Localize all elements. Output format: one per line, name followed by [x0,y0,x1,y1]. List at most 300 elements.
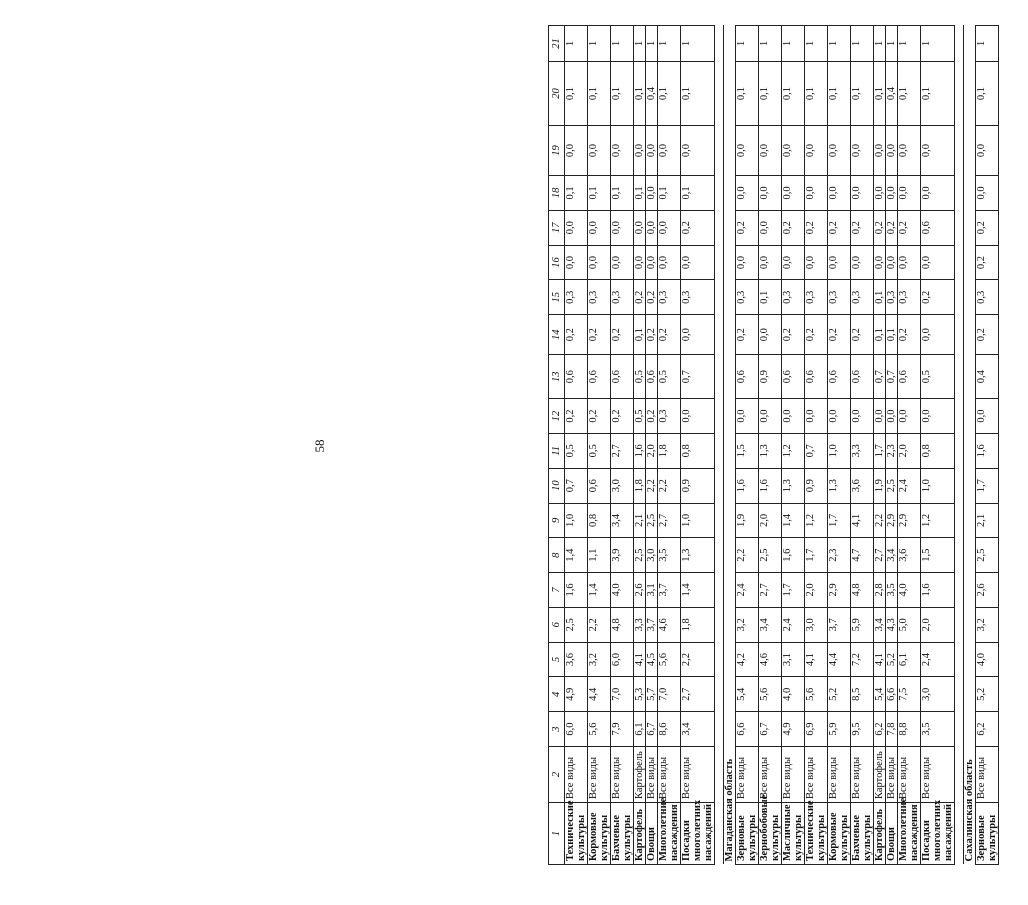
value-cell: 5,2 [886,642,898,677]
table-row [805,26,828,865]
value-cell: 0,2 [611,315,634,355]
value-cell: 6,1 [898,642,921,677]
table-header-row [549,26,565,865]
value-cell: 1,8 [658,433,681,468]
value-cell: 0,0 [886,399,898,434]
value-cell: 0,0 [759,210,782,245]
value-cell: 2,5 [565,607,588,642]
value-cell: 0,3 [681,280,715,315]
value-cell: 2,7 [658,503,681,538]
value-cell: 6,0 [611,642,634,677]
value-cell: 0,0 [681,399,715,434]
value-cell: 1,7 [874,433,886,468]
value-cell: 0,0 [851,399,874,434]
value-cell: 0,6 [921,210,955,245]
value-cell: 0,2 [658,315,681,355]
value-cell: 2,6 [634,573,646,608]
value-cell: 1 [565,26,588,62]
value-cell: 0,1 [759,62,782,126]
value-cell: 1,3 [681,538,715,573]
value-cell: 1 [886,26,898,62]
column-header-10: 10 [549,468,565,503]
value-cell: 1,6 [736,468,759,503]
value-cell: 0,1 [565,176,588,211]
value-cell: 6,0 [565,712,588,747]
crop-group-cell: Посадки многолетних насаждений [921,803,955,865]
value-cell: 0,1 [805,62,828,126]
table-row [759,26,782,865]
value-cell: 0,0 [565,126,588,176]
crop-type-cell: Все виды [898,747,921,803]
value-cell: 0,0 [874,399,886,434]
value-cell: 4,6 [658,607,681,642]
value-cell: 4,0 [898,573,921,608]
value-cell: 3,6 [851,468,874,503]
value-cell: 4,6 [759,642,782,677]
value-cell: 0,8 [921,433,955,468]
value-cell: 0,0 [611,210,634,245]
value-cell: 0,0 [921,315,955,355]
value-cell: 0,0 [874,176,886,211]
value-cell: 0,0 [886,245,898,280]
value-cell: 1,0 [681,503,715,538]
value-cell: 0,2 [736,315,759,355]
value-cell: 3,5 [658,538,681,573]
value-cell: 0,0 [588,245,611,280]
value-cell: 4,1 [874,642,886,677]
value-cell: 4,4 [588,677,611,712]
rotated-table-container [548,25,1028,865]
value-cell: 5,7 [646,677,658,712]
value-cell: 1,4 [565,538,588,573]
column-header-20: 20 [549,62,565,126]
value-cell: 2,9 [886,503,898,538]
value-cell: 0,3 [658,399,681,434]
region-spacer [955,26,964,865]
table-row [921,26,955,865]
value-cell: 0,0 [736,126,759,176]
value-cell: 0,2 [976,245,999,280]
value-cell: 0,1 [886,315,898,355]
value-cell: 4,1 [851,503,874,538]
crop-group-cell: Зерновые культуры [736,803,759,865]
value-cell: 0,2 [588,315,611,355]
value-cell: 1 [658,26,681,62]
column-header-12: 12 [549,399,565,434]
value-cell: 0,2 [828,210,851,245]
value-cell: 0,9 [759,355,782,399]
value-cell: 2,3 [828,538,851,573]
value-cell: 2,9 [898,503,921,538]
value-cell: 0,1 [898,62,921,126]
value-cell: 4,8 [611,607,634,642]
value-cell: 0,0 [611,126,634,176]
value-cell: 8,8 [898,712,921,747]
value-cell: 8,6 [658,712,681,747]
value-cell: 0,0 [634,126,646,176]
spacer-cell [715,26,724,865]
value-cell: 0,2 [736,210,759,245]
value-cell: 0,6 [828,355,851,399]
value-cell: 3,6 [565,642,588,677]
value-cell: 2,4 [898,468,921,503]
value-cell: 0,2 [782,210,805,245]
region-name: Сахалинская область [964,26,976,865]
spacer-cell [955,26,964,865]
table-row [658,26,681,865]
value-cell: 0,1 [874,315,886,355]
value-cell: 0,0 [646,126,658,176]
crop-type-cell: Картофель [634,747,646,803]
value-cell: 4,7 [851,538,874,573]
value-cell: 6,7 [759,712,782,747]
value-cell: 0,2 [851,315,874,355]
value-cell: 1,2 [805,503,828,538]
crop-group-cell: Зернобобовые культуры [759,803,782,865]
value-cell: 1 [782,26,805,62]
value-cell: 5,6 [588,712,611,747]
value-cell: 0,0 [681,126,715,176]
value-cell: 2,0 [646,433,658,468]
table-row [736,26,759,865]
value-cell: 3,6 [898,538,921,573]
crop-group-cell: Картофель [874,803,886,865]
value-cell: 0,3 [805,280,828,315]
table-row [851,26,874,865]
value-cell: 0,0 [851,176,874,211]
crop-type-cell: Все виды [646,747,658,803]
crop-type-cell: Все виды [828,747,851,803]
value-cell: 2,4 [921,642,955,677]
value-cell: 0,0 [805,126,828,176]
crop-group-cell: Картофель [634,803,646,865]
value-cell: 2,2 [658,468,681,503]
value-cell: 0,6 [782,355,805,399]
value-cell: 3,1 [646,573,658,608]
value-cell: 3,0 [646,538,658,573]
value-cell: 2,5 [976,538,999,573]
value-cell: 3,4 [611,503,634,538]
value-cell: 1,0 [828,433,851,468]
value-cell: 2,0 [921,607,955,642]
value-cell: 0,0 [782,176,805,211]
value-cell: 2,7 [681,677,715,712]
value-cell: 0,4 [886,62,898,126]
table-body [565,26,999,865]
value-cell: 2,2 [874,503,886,538]
value-cell: 1 [805,26,828,62]
value-cell: 1,6 [565,573,588,608]
crop-group-cell: Зерновые культуры [976,803,999,865]
value-cell: 0,0 [886,126,898,176]
value-cell: 2,3 [886,433,898,468]
value-cell: 3,4 [681,712,715,747]
value-cell: 0,1 [828,62,851,126]
value-cell: 0,3 [782,280,805,315]
value-cell: 0,0 [874,126,886,176]
value-cell: 6,2 [874,712,886,747]
crop-group-cell: Многолетние насаждения [658,803,681,865]
value-cell: 2,0 [759,503,782,538]
value-cell: 0,7 [886,355,898,399]
value-cell: 0,2 [565,399,588,434]
crop-type-cell: Все виды [588,747,611,803]
value-cell: 6,9 [805,712,828,747]
value-cell: 0,2 [646,399,658,434]
value-cell: 0,6 [646,355,658,399]
value-cell: 0,2 [634,280,646,315]
value-cell: 3,0 [921,677,955,712]
crop-type-cell: Все виды [658,747,681,803]
column-header-2: 2 [549,747,565,803]
value-cell: 1,3 [782,468,805,503]
value-cell: 0,0 [759,399,782,434]
value-cell: 0,5 [588,433,611,468]
crop-type-cell: Все виды [782,747,805,803]
value-cell: 0,0 [976,399,999,434]
value-cell: 0,6 [851,355,874,399]
column-header-1: 1 [549,803,565,865]
value-cell: 0,0 [565,245,588,280]
column-header-5: 5 [549,642,565,677]
value-cell: 0,0 [886,176,898,211]
value-cell: 0,0 [805,245,828,280]
value-cell: 4,4 [828,642,851,677]
value-cell: 5,3 [634,677,646,712]
value-cell: 0,1 [588,176,611,211]
value-cell: 0,0 [658,126,681,176]
value-cell: 0,1 [681,62,715,126]
value-cell: 0,0 [588,210,611,245]
value-cell: 0,8 [681,433,715,468]
crop-type-cell: Все виды [851,747,874,803]
region-header-row [964,26,976,865]
value-cell: 7,2 [851,642,874,677]
value-cell: 0,0 [851,245,874,280]
value-cell: 7,0 [611,677,634,712]
value-cell: 2,2 [588,607,611,642]
value-cell: 5,0 [898,607,921,642]
value-cell: 3,2 [588,642,611,677]
value-cell: 1 [898,26,921,62]
table-row [681,26,715,865]
column-header-15: 15 [549,280,565,315]
value-cell: 9,5 [851,712,874,747]
value-cell: 5,2 [828,677,851,712]
value-cell: 0,7 [874,355,886,399]
value-cell: 2,8 [874,573,886,608]
column-header-4: 4 [549,677,565,712]
value-cell: 1,1 [588,538,611,573]
value-cell: 0,0 [898,399,921,434]
value-cell: 1,6 [976,433,999,468]
crop-group-cell: Технические культуры [805,803,828,865]
value-cell: 0,6 [736,355,759,399]
value-cell: 4,9 [782,712,805,747]
crop-type-cell: Все виды [805,747,828,803]
value-cell: 1,6 [634,433,646,468]
value-cell: 4,3 [886,607,898,642]
value-cell: 1,2 [782,433,805,468]
value-cell: 0,0 [874,245,886,280]
value-cell: 1,0 [921,468,955,503]
value-cell: 1,5 [921,538,955,573]
value-cell: 0,8 [588,503,611,538]
value-cell: 2,7 [759,573,782,608]
value-cell: 0,3 [611,280,634,315]
value-cell: 1,6 [782,538,805,573]
crop-type-cell: Все виды [611,747,634,803]
column-header-19: 19 [549,126,565,176]
value-cell: 0,1 [565,62,588,126]
value-cell: 8,5 [851,677,874,712]
value-cell: 1 [874,26,886,62]
value-cell: 0,2 [874,210,886,245]
value-cell: 0,6 [588,468,611,503]
value-cell: 0,0 [634,210,646,245]
value-cell: 4,1 [805,642,828,677]
value-cell: 0,2 [828,315,851,355]
value-cell: 0,0 [921,126,955,176]
crop-type-cell: Все виды [681,747,715,803]
value-cell: 0,7 [805,433,828,468]
value-cell: 0,0 [828,176,851,211]
value-cell: 1,7 [828,503,851,538]
value-cell: 0,3 [588,280,611,315]
value-cell: 1 [976,26,999,62]
value-cell: 1 [588,26,611,62]
crop-group-cell: Кормовые культуры [828,803,851,865]
value-cell: 1,3 [828,468,851,503]
value-cell: 0,2 [921,280,955,315]
table-row [611,26,634,865]
value-cell: 0,2 [681,210,715,245]
value-cell: 0,0 [759,176,782,211]
value-cell: 1,7 [976,468,999,503]
table-row [588,26,611,865]
column-header-21: 21 [549,26,565,62]
value-cell: 0,5 [921,355,955,399]
column-header-8: 8 [549,538,565,573]
crop-group-cell: Овощи [646,803,658,865]
value-cell: 0,1 [874,62,886,126]
value-cell: 0,7 [565,468,588,503]
yield-coefficients-table [548,25,999,865]
value-cell: 3,4 [874,607,886,642]
crop-group-cell: Бахчевые культуры [611,803,634,865]
value-cell: 0,5 [634,355,646,399]
value-cell: 1,6 [759,468,782,503]
table-row [874,26,886,865]
crop-group-cell: Кормовые культуры [588,803,611,865]
value-cell: 3,9 [611,538,634,573]
value-cell: 0,6 [588,355,611,399]
value-cell: 0,1 [611,62,634,126]
value-cell: 2,9 [828,573,851,608]
value-cell: 6,2 [976,712,999,747]
table-row [634,26,646,865]
value-cell: 0,2 [805,315,828,355]
value-cell: 2,4 [736,573,759,608]
value-cell: 0,1 [611,176,634,211]
value-cell: 0,2 [611,399,634,434]
value-cell: 1,8 [634,468,646,503]
value-cell: 0,1 [658,62,681,126]
column-header-3: 3 [549,712,565,747]
value-cell: 4,0 [782,677,805,712]
value-cell: 0,2 [851,210,874,245]
crop-group-cell: Овощи [886,803,898,865]
value-cell: 0,1 [851,62,874,126]
value-cell: 5,2 [976,677,999,712]
value-cell: 1,0 [565,503,588,538]
value-cell: 3,7 [658,573,681,608]
table-row [646,26,658,865]
column-header-7: 7 [549,573,565,608]
table-row [898,26,921,865]
column-header-9: 9 [549,503,565,538]
value-cell: 0,1 [588,62,611,126]
value-cell: 5,9 [828,712,851,747]
value-cell: 0,0 [588,126,611,176]
value-cell: 1 [611,26,634,62]
value-cell: 7,0 [658,677,681,712]
value-cell: 5,4 [736,677,759,712]
value-cell: 0,0 [646,176,658,211]
value-cell: 2,5 [634,538,646,573]
crop-group-cell: Посадки многолетних насаждений [681,803,715,865]
value-cell: 7,5 [898,677,921,712]
value-cell: 2,2 [681,642,715,677]
value-cell: 3,1 [782,642,805,677]
page-number: 58 [312,439,327,453]
value-cell: 0,0 [782,245,805,280]
value-cell: 0,2 [646,280,658,315]
value-cell: 0,0 [921,245,955,280]
value-cell: 3,2 [736,607,759,642]
value-cell: 1,9 [874,468,886,503]
crop-type-cell: Все виды [976,747,999,803]
value-cell: 1,9 [736,503,759,538]
value-cell: 0,0 [898,245,921,280]
value-cell: 3,7 [828,607,851,642]
value-cell: 1 [634,26,646,62]
value-cell: 5,4 [874,677,886,712]
value-cell: 3,2 [976,607,999,642]
value-cell: 6,6 [736,712,759,747]
value-cell: 0,4 [646,62,658,126]
value-cell: 0,2 [886,210,898,245]
value-cell: 1,5 [736,433,759,468]
value-cell: 3,5 [886,573,898,608]
value-cell: 0,2 [898,315,921,355]
value-cell: 1 [851,26,874,62]
crop-type-cell: Картофель [874,747,886,803]
value-cell: 2,1 [634,503,646,538]
value-cell: 6,1 [634,712,646,747]
value-cell: 1,3 [759,433,782,468]
value-cell: 0,9 [805,468,828,503]
value-cell: 3,7 [646,607,658,642]
value-cell: 3,4 [886,538,898,573]
value-cell: 0,9 [681,468,715,503]
crop-type-cell: Все виды [921,747,955,803]
value-cell: 0,0 [736,176,759,211]
value-cell: 4,0 [976,642,999,677]
value-cell: 0,5 [565,433,588,468]
value-cell: 1,2 [921,503,955,538]
value-cell: 0,0 [976,126,999,176]
